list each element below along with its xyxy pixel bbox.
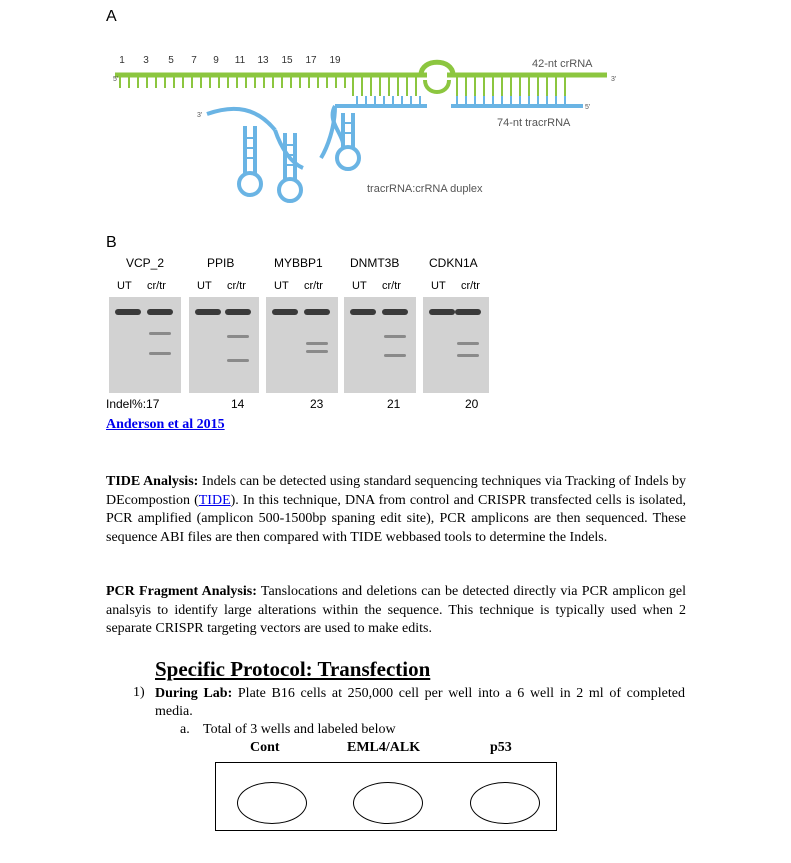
- svg-text:3': 3': [197, 112, 203, 119]
- position-number: 15: [281, 55, 293, 66]
- svg-text:3': 3': [611, 76, 617, 83]
- well-label-p53: p53: [490, 740, 512, 755]
- position-number: 3: [143, 55, 149, 66]
- indel-percent: 14: [231, 397, 245, 411]
- lane-label-ut: UT: [352, 280, 367, 292]
- gel-band-cleaved: [306, 342, 328, 345]
- gel-band: [272, 309, 298, 315]
- duplex-label: tracrRNA:crRNA duplex: [367, 183, 483, 195]
- gel-image: [266, 297, 338, 393]
- gel-band: [382, 309, 408, 315]
- tracrrna-label: 74-nt tracrRNA: [497, 117, 571, 129]
- panel-a-label: A: [106, 8, 117, 25]
- gel-band: [429, 309, 455, 315]
- well-plate-diagram: [215, 762, 557, 831]
- step-text: During Lab: Plate B16 cells at 250,000 cell per well into a 6 well in 2 ml of completed media.: [155, 686, 685, 719]
- gel-band-cleaved: [227, 335, 249, 338]
- gel-band-cleaved: [149, 332, 171, 335]
- lane-label-crtr: cr/tr: [382, 280, 401, 292]
- substep-number: a.: [180, 722, 190, 737]
- indel-percent: 23: [310, 397, 324, 411]
- gel-image: [344, 297, 416, 393]
- position-number: 11: [234, 55, 246, 66]
- position-number: 5: [168, 55, 174, 66]
- gel-band-cleaved: [149, 352, 171, 355]
- well-label-eml4alk: EML4/ALK: [347, 740, 421, 755]
- svg-text:5': 5': [113, 76, 119, 83]
- position-number: 17: [305, 55, 317, 66]
- pcr-paragraph: PCR Fragment Analysis: Tanslocations and deletions can be detected directly via PCR amplicon gel analsyis to identify large alterations within the sequence. This technique is typically used when 2 separate CRISPR targeting vectors are used to make edits.: [106, 584, 686, 636]
- step-number: 1): [133, 685, 145, 700]
- gel-band: [195, 309, 221, 315]
- lane-label-ut: UT: [431, 280, 446, 292]
- gel-band-cleaved: [384, 354, 406, 357]
- lane-label-crtr: cr/tr: [304, 280, 323, 292]
- well-label-cont: Cont: [250, 740, 280, 755]
- well-p53: [470, 782, 540, 824]
- lane-label-ut: UT: [117, 280, 132, 292]
- gene-name: VCP_2: [126, 256, 165, 270]
- gel-band-cleaved: [306, 350, 328, 353]
- lane-label-crtr: cr/tr: [227, 280, 246, 292]
- citation-link[interactable]: Anderson et al 2015: [106, 417, 225, 432]
- svg-text:5': 5': [585, 104, 591, 111]
- gel-band-cleaved: [227, 359, 249, 362]
- indel-percent: 20: [465, 397, 479, 411]
- substep-text: Total of 3 wells and labeled below: [203, 722, 396, 737]
- position-number: 1: [119, 55, 125, 66]
- gel-band: [225, 309, 251, 315]
- gel-band: [147, 309, 173, 315]
- panel-b-label: B: [106, 234, 117, 251]
- position-number: 7: [191, 55, 197, 66]
- lane-label-ut: UT: [274, 280, 289, 292]
- position-number: 19: [329, 55, 341, 66]
- gene-name: DNMT3B: [350, 256, 400, 270]
- protocol-title: Specific Protocol: Transfection: [155, 657, 431, 681]
- gel-image: [189, 297, 259, 393]
- gel-image: [109, 297, 181, 393]
- tide-paragraph: TIDE Analysis: Indels can be detected using standard sequencing techniques via Tracking of Indels by DEcompostion (TIDE). In this technique, DNA from control and CRISPR transfected cells is isolated, PCR amplified (amplicon 500-1500bp spaning edit site), PCR amplicons are then sequenced. These sequence ABI files are then compared with TIDE webbased tools to determine the Indels.: [106, 474, 687, 545]
- well-cont: [237, 782, 307, 824]
- gel-band-cleaved: [457, 342, 479, 345]
- lane-label-crtr: cr/tr: [461, 280, 480, 292]
- lane-label-crtr: cr/tr: [147, 280, 166, 292]
- gel-band: [304, 309, 330, 315]
- gel-band-cleaved: [457, 354, 479, 357]
- gene-name: PPIB: [207, 256, 235, 270]
- crrna-label: 42-nt crRNA: [532, 58, 593, 70]
- gel-band: [455, 309, 481, 315]
- gel-band-cleaved: [384, 335, 406, 338]
- indel-percent: 21: [387, 397, 401, 411]
- gel-image: [423, 297, 489, 393]
- gel-band: [350, 309, 376, 315]
- crispr-rna-diagram: [95, 8, 625, 208]
- tide-link[interactable]: TIDE: [198, 492, 231, 508]
- gene-name: MYBBP1: [274, 256, 323, 270]
- well-eml4alk: [353, 782, 423, 824]
- indel-percent: Indel%:17: [106, 397, 160, 411]
- lane-label-ut: UT: [197, 280, 212, 292]
- position-number: 9: [213, 55, 219, 66]
- gel-band: [115, 309, 141, 315]
- gene-name: CDKN1A: [429, 256, 478, 270]
- position-number: 13: [257, 55, 269, 66]
